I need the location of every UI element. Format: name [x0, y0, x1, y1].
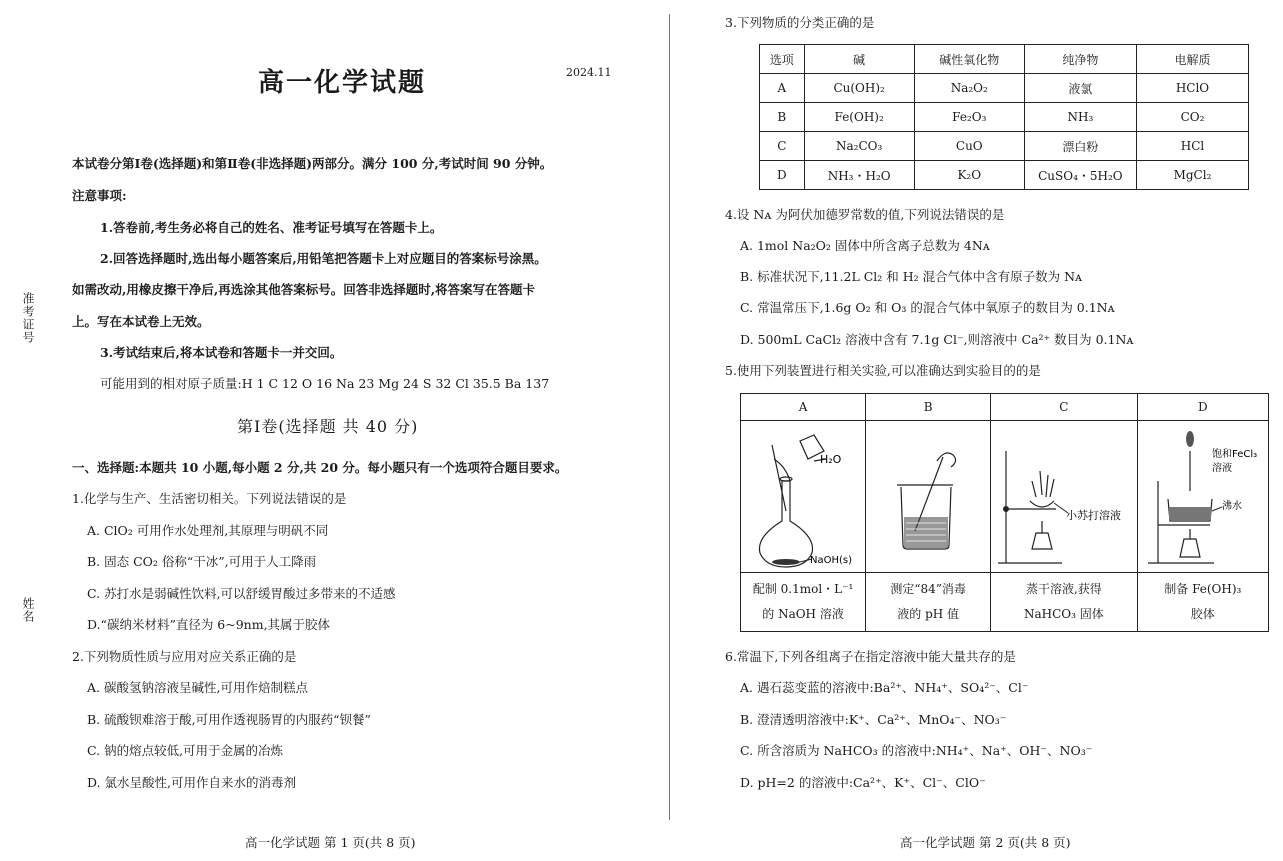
note-2a: 2.回答选择题时,选出每小题答案后,用铅笔把答题卡上对应题目的答案标号涂黑。	[100, 251, 547, 266]
caption-b	[866, 573, 991, 632]
exam-date: 2024.11	[566, 66, 612, 79]
caption-c	[991, 573, 1137, 632]
beaker-ph-diagram	[867, 421, 989, 569]
caption-line: 蒸干溶液,获得	[1025, 582, 1102, 596]
q3-table	[759, 44, 1249, 190]
caption-line: 胶体	[1190, 607, 1215, 621]
boiling-water-label: 沸水	[1222, 501, 1243, 512]
q2-option-b: B. 硫酸钡难溶于酸,可用作透视肠胃的内服药“钡餐”	[87, 712, 371, 727]
atomic-masses: 可能用到的相对原子质量:H 1 C 12 O 16 Na 23 Mg 24 S 32 Cl 35.5 Ba 137	[100, 376, 550, 391]
q3-cell: CuO	[914, 132, 1024, 161]
admission-number-label: 准考证号	[21, 292, 35, 344]
water-label: H₂O	[820, 453, 842, 466]
q3-cell: MgCl₂	[1136, 161, 1248, 190]
table-row	[760, 161, 1249, 190]
table-row	[760, 103, 1249, 132]
q4-option-a: A. 1mol Na₂O₂ 固体中所含离子总数为 4Nᴀ	[740, 238, 990, 253]
q5-table	[740, 393, 1269, 632]
notes-title: 注意事项:	[72, 188, 127, 203]
caption-line: NaHCO₃ 固体	[1024, 607, 1104, 621]
q3-cell: 液氯	[1024, 74, 1136, 103]
q3-header-cell: 碱性氧化物	[914, 45, 1024, 74]
note-2b: 如需改动,用橡皮擦干净后,再选涂其他答案标号。回答非选择题时,将答案写在答题卡	[72, 282, 536, 297]
caption-line: 测定“84”消毒	[890, 582, 966, 596]
q3-cell: K₂O	[914, 161, 1024, 190]
q3-cell: Fe₂O₃	[914, 103, 1024, 132]
table-row	[760, 74, 1249, 103]
q2-option-d: D. 氯水呈酸性,可用作自来水的消毒剂	[87, 775, 296, 790]
q3-cell: HClO	[1136, 74, 1248, 103]
caption-a	[741, 573, 866, 632]
caption-d	[1137, 573, 1268, 632]
note-3: 3.考试结束后,将本试卷和答题卡一并交回。	[100, 345, 343, 360]
q6-option-c: C. 所含溶质为 NaHCO₃ 的溶液中:NH₄⁺、Na⁺、OH⁻、NO₃⁻	[740, 743, 1093, 758]
table-row	[760, 132, 1249, 161]
boiling-water-diagram	[1138, 421, 1267, 569]
q1-option-c: C. 苏打水是弱碱性饮料,可以舒缓胃酸过多带来的不适感	[87, 586, 396, 601]
q2-stem: 2.下列物质性质与应用对应关系正确的是	[72, 649, 297, 664]
volumetric-flask-diagram	[742, 421, 864, 569]
q3-cell: A	[760, 74, 805, 103]
note-2c: 上。写在本试卷上无效。	[72, 314, 210, 329]
q1-option-a: A. ClO₂ 可用作水处理剂,其原理与明矾不同	[87, 523, 329, 538]
name-label: 姓名	[21, 597, 35, 623]
q3-cell: CO₂	[1136, 103, 1248, 132]
q3-cell: D	[760, 161, 805, 190]
q5-apparatus-row	[741, 421, 1269, 573]
part1-instructions: 一、选择题:本题共 10 小题,每小题 2 分,共 20 分。每小题只有一个选项符合题目要求。	[72, 460, 568, 475]
q3-cell: C	[760, 132, 805, 161]
q3-cell: Fe(OH)₂	[804, 103, 914, 132]
q5-header-a: A	[741, 394, 866, 421]
q4-option-c: C. 常温常压下,1.6g O₂ 和 O₃ 的混合气体中氧原子的数目为 0.1Nᴀ	[740, 300, 1115, 315]
section-title: 第Ⅰ卷(选择题 共 40 分)	[237, 417, 419, 436]
q3-header-cell: 选项	[760, 45, 805, 74]
q2-option-c: C. 钠的熔点较低,可用于金属的冶炼	[87, 743, 284, 758]
q6-option-d: D. pH=2 的溶液中:Ca²⁺、K⁺、Cl⁻、ClO⁻	[740, 775, 986, 790]
q5-header-b: B	[866, 394, 991, 421]
q4-option-d: D. 500mL CaCl₂ 溶液中含有 7.1g Cl⁻,则溶液中 Ca²⁺ 数目为 0.1Nᴀ	[740, 332, 1134, 347]
caption-line: 制备 Fe(OH)₃	[1164, 582, 1242, 596]
apparatus-b	[866, 421, 991, 573]
q3-header-cell: 电解质	[1136, 45, 1248, 74]
caption-line: 的 NaOH 溶液	[762, 607, 844, 621]
q3-cell: CuSO₄・5H₂O	[1024, 161, 1136, 190]
q5-stem: 5.使用下列装置进行相关实验,可以准确达到实验目的的是	[725, 363, 1041, 378]
q5-table-header	[741, 394, 1269, 421]
q2-option-a: A. 碳酸氢钠溶液呈碱性,可用作焙制糕点	[87, 680, 308, 695]
page1-footer: 高一化学试题 第 1 页(共 8 页)	[245, 835, 416, 850]
q3-cell: Cu(OH)₂	[804, 74, 914, 103]
q3-cell: HCl	[1136, 132, 1248, 161]
q5-header-c: C	[991, 394, 1137, 421]
caption-line: 配制 0.1mol・L⁻¹	[752, 582, 854, 596]
note-1: 1.答卷前,考生务必将自己的姓名、准考证号填写在答题卡上。	[100, 220, 443, 235]
q3-stem: 3.下列物质的分类正确的是	[725, 15, 875, 30]
page2-footer: 高一化学试题 第 2 页(共 8 页)	[900, 835, 1071, 850]
evaporating-dish-diagram	[992, 421, 1136, 569]
q5-header-d: D	[1137, 394, 1268, 421]
page-title: 高一化学试题	[258, 68, 427, 98]
solution-label: 溶液	[1212, 463, 1233, 474]
apparatus-c	[991, 421, 1137, 573]
q4-option-b: B. 标准状况下,11.2L Cl₂ 和 H₂ 混合气体中含有原子数为 Nᴀ	[740, 269, 1083, 284]
q6-stem: 6.常温下,下列各组离子在指定溶液中能大量共存的是	[725, 649, 1016, 664]
q3-cell: B	[760, 103, 805, 132]
q6-option-a: A. 遇石蕊变蓝的溶液中:Ba²⁺、NH₄⁺、SO₄²⁻、Cl⁻	[740, 680, 1029, 695]
q1-option-d: D.“碳纳米材料”直径为 6~9nm,其属于胶体	[87, 617, 331, 632]
q3-header-cell: 碱	[804, 45, 914, 74]
q3-header-cell: 纯净物	[1024, 45, 1136, 74]
q3-cell: 漂白粉	[1024, 132, 1136, 161]
q3-cell: NH₃・H₂O	[804, 161, 914, 190]
apparatus-a	[741, 421, 866, 573]
page-divider	[669, 14, 670, 820]
q3-cell: Na₂O₂	[914, 74, 1024, 103]
q4-stem: 4.设 Nᴀ 为阿伏加德罗常数的值,下列说法错误的是	[725, 207, 1005, 222]
q1-option-b: B. 固态 CO₂ 俗称“干冰”,可用于人工降雨	[87, 554, 317, 569]
naoh-label: NaOH(s)	[810, 555, 853, 566]
q1-stem: 1.化学与生产、生活密切相关。下列说法错误的是	[72, 491, 347, 506]
fecl3-label: 饱和FeCl₃	[1212, 449, 1258, 460]
apparatus-d	[1137, 421, 1268, 573]
q6-option-b: B. 澄清透明溶液中:K⁺、Ca²⁺、MnO₄⁻、NO₃⁻	[740, 712, 1007, 727]
q3-cell: Na₂CO₃	[804, 132, 914, 161]
q5-caption-row	[741, 573, 1269, 632]
caption-line: 液的 pH 值	[897, 607, 960, 621]
baking-soda-solution-label: 小苏打溶液	[1065, 509, 1121, 522]
q3-table-header	[760, 45, 1249, 74]
intro-text: 本试卷分第Ⅰ卷(选择题)和第Ⅱ卷(非选择题)两部分。满分 100 分,考试时间 90 分钟。	[72, 156, 553, 171]
q3-cell: NH₃	[1024, 103, 1136, 132]
